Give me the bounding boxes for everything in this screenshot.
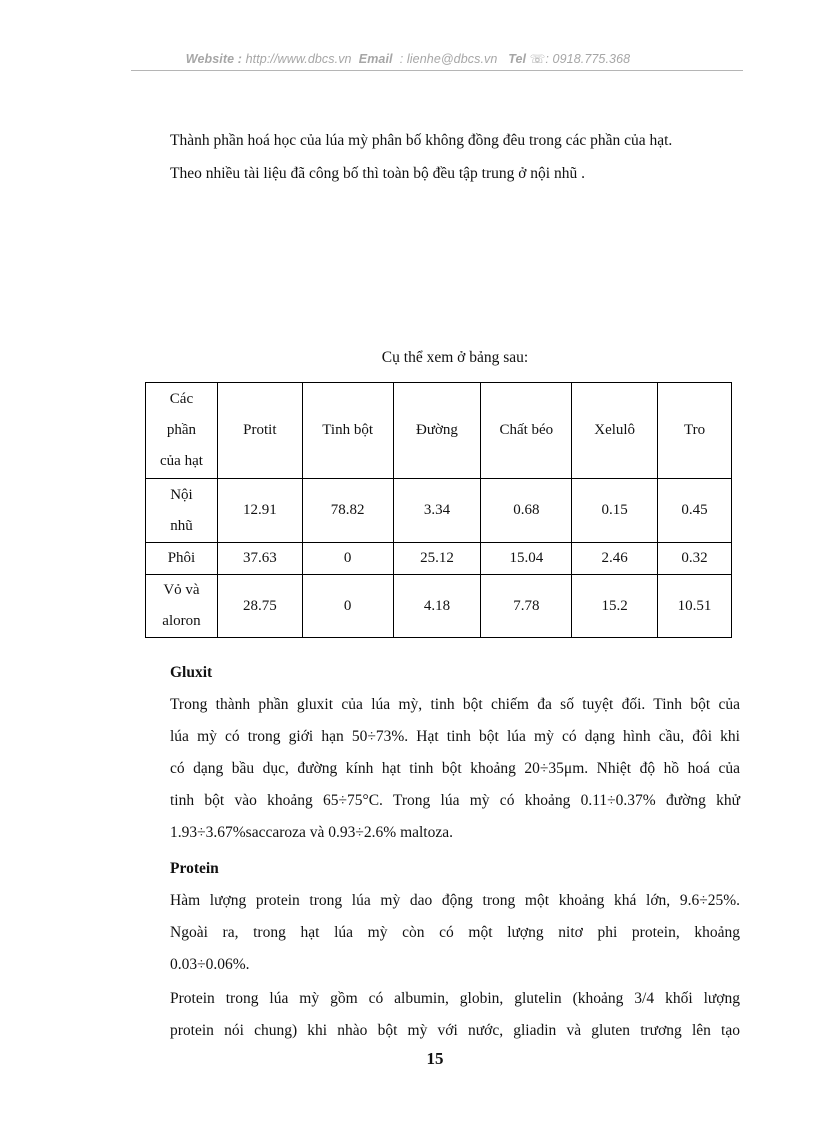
gluxit-line-5: 1.93÷3.67%saccaroza và 0.93÷2.6% maltoza. [170,824,453,841]
gluxit-line-2: lúa mỳ có trong giới hạn 50÷73%. Hạt tinh bột lúa mỳ có dạng hình cầu, đôi khi [170,728,740,745]
row-label-noi-nhu: Nội nhũ [146,479,218,543]
gluxit-line-4: tinh bột vào khoảng 65÷75°C. Trong lúa mỳ có khoảng 0.11÷0.37% đường khử [170,792,740,809]
protein-heading: Protein [170,860,219,877]
tel-label: Tel [508,52,527,66]
intro-line-1: Thành phần hoá học của lúa mỳ phân bố không đồng đêu trong các phần của hạt. [170,132,673,149]
table-cell: 0.45 [658,479,732,543]
intro-paragraph [170,124,740,190]
header-cell-parts: Các phần của hạt [146,383,218,479]
protein-p2-line-2: protein nói chung) khi nhào bột mỳ với nước, gliadin và gluten trương lên tạo [170,1022,740,1039]
row-label-phoi: Phôi [146,543,218,575]
protein-p1-line-1: Hàm lượng protein trong lúa mỳ dao động trong một khoảng khá lớn, 9.6÷25%. [170,892,740,909]
protein-p2-line-1: Protein trong lúa mỳ gồm có albumin, globin, glutelin (khoảng 3/4 khối lượng [170,990,740,1007]
table-cell: 0 [302,575,393,638]
table-row [146,543,732,575]
table-cell: 28.75 [217,575,302,638]
table-caption: Cụ thể xem ở bảng sau: [381,349,529,366]
gluxit-heading: Gluxit [170,664,213,681]
table-cell: 10.51 [658,575,732,638]
table-cell: 0 [302,543,393,575]
table-cell: 15.04 [481,543,572,575]
email-address[interactable]: : lienhe@dbcs.vn [399,52,498,66]
page-number: 15 [426,1049,444,1068]
table-cell: 4.18 [393,575,481,638]
gluxit-line-1: Trong thành phần gluxit của lúa mỳ, tinh bột chiếm đa số tuyệt đối. Tinh bột của [170,696,740,713]
table-row [146,479,732,543]
table-cell: 25.12 [393,543,481,575]
tel-number: : 0918.775.368 [545,52,631,66]
protein-p1-line-3: 0.03÷0.06%. [170,956,250,973]
website-url[interactable]: http://www.dbcs.vn [245,52,352,66]
row-label-vo-va-aloron: Vỏ và aloron [146,575,218,638]
website-label: Website : [185,52,243,66]
header-cell-xelulo: Xelulô [572,383,658,479]
header-cell-chat-beo: Chất béo [481,383,572,479]
table-cell: 3.34 [393,479,481,543]
protein-paragraph-1 [170,885,740,981]
composition-table [145,382,732,638]
table-cell: 12.91 [217,479,302,543]
header-cell-protit: Protit [217,383,302,479]
page-header [0,51,816,66]
protein-p1-line-2: Ngoài ra, trong hạt lúa mỳ còn có một lượng nitơ phi protein, khoảng [170,924,740,941]
protein-paragraph-2 [170,983,740,1047]
table-cell: 78.82 [302,479,393,543]
gluxit-line-3: có dạng bầu dục, đường kính hạt tinh bột khoảng 20÷35μm. Nhiệt độ hồ hoá của [170,760,740,777]
table-cell: 15.2 [572,575,658,638]
intro-line-2: Theo nhiều tài liệu đã công bố thì toàn bộ đều tập trung ở nội nhũ . [170,165,585,182]
table-header-row [146,383,732,479]
gluxit-paragraph [170,689,740,849]
header-cell-duong: Đường [393,383,481,479]
table-cell: 37.63 [217,543,302,575]
table-cell: 0.15 [572,479,658,543]
table-cell: 2.46 [572,543,658,575]
header-cell-tro: Tro [658,383,732,479]
table-row [146,575,732,638]
table-cell: 0.68 [481,479,572,543]
table-cell: 7.78 [481,575,572,638]
header-divider [131,70,743,71]
table-cell: 0.32 [658,543,732,575]
phone-icon: ☏ [529,52,546,66]
email-label: Email [358,52,393,66]
header-cell-tinh-bot: Tinh bột [302,383,393,479]
